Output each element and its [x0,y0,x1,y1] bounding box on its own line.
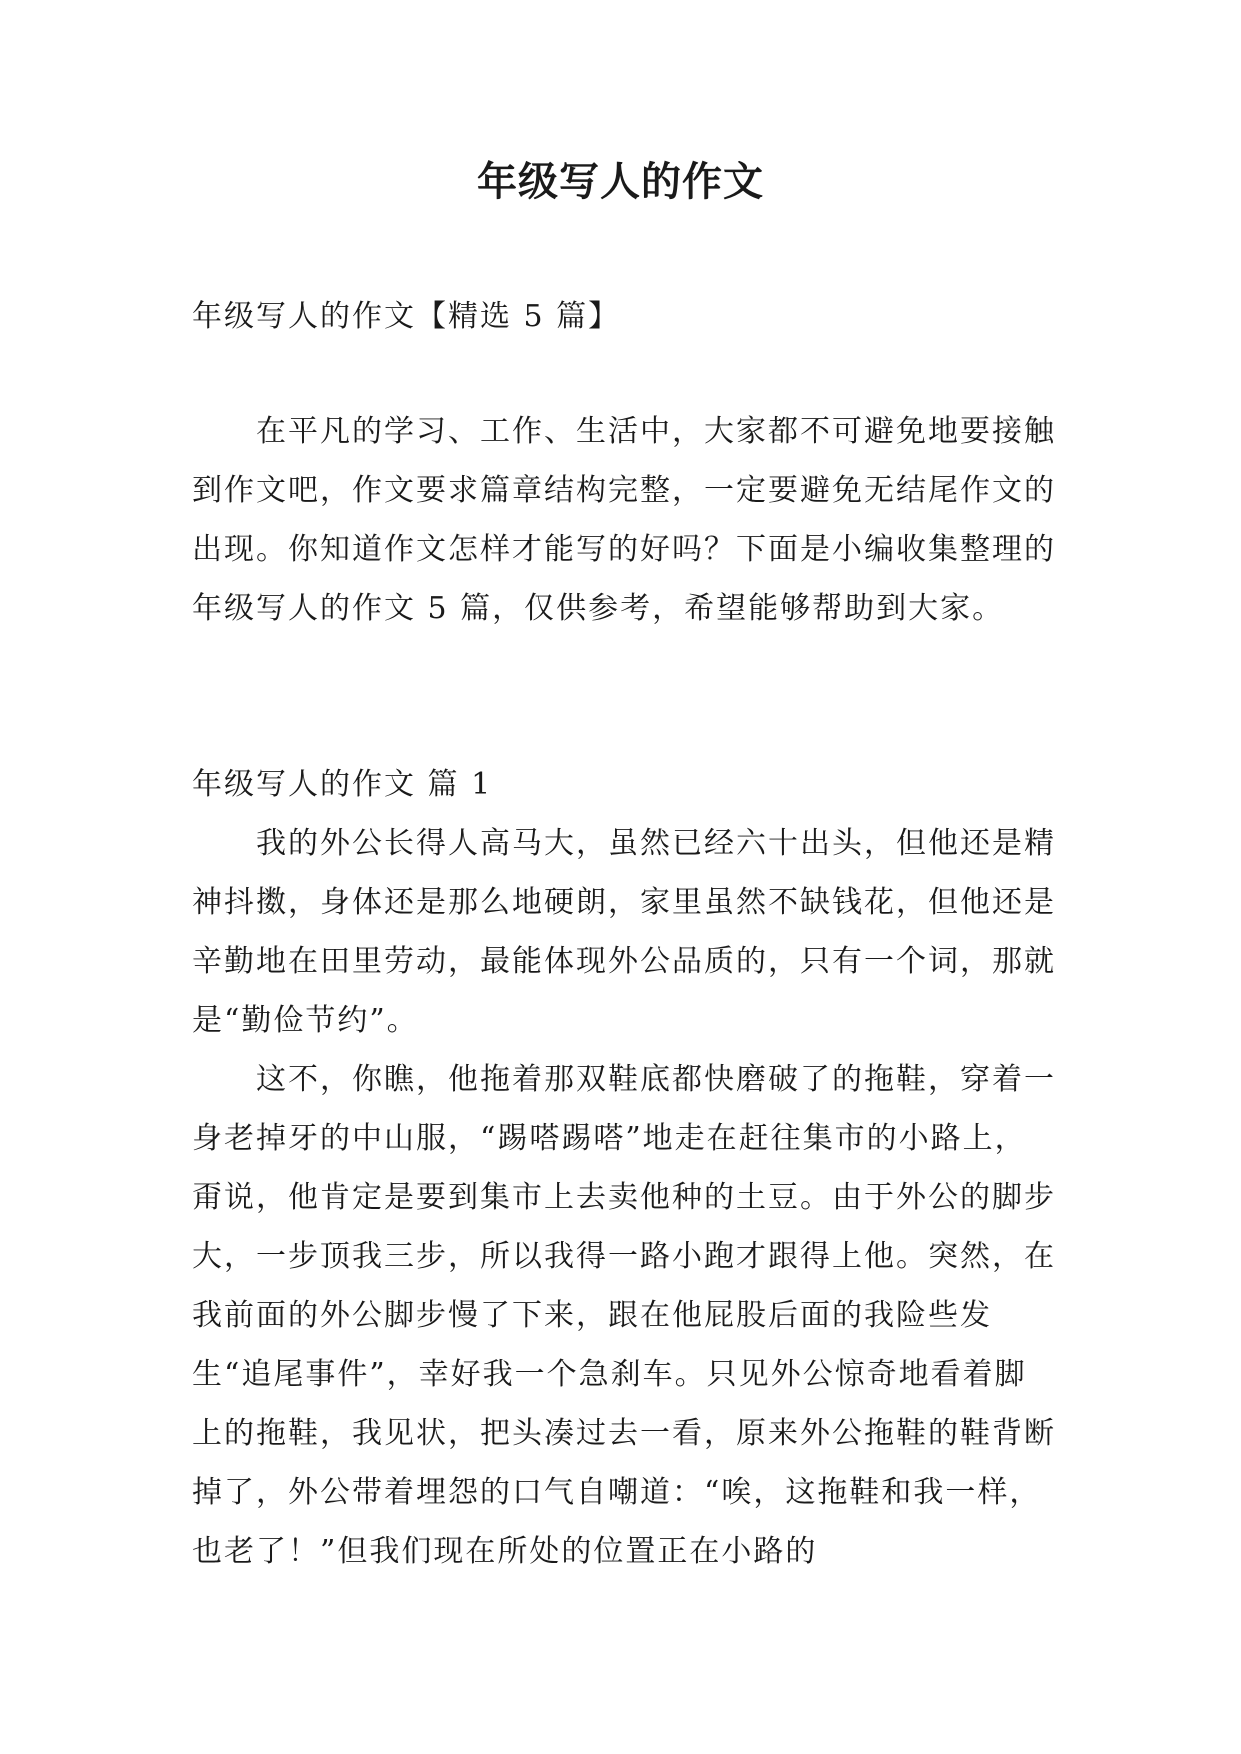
intro-paragraph: 在平凡的学习、工作、生活中，大家都不可避免地要接触到作文吧，作文要求篇章结构完整，一定要避免无结尾作文的出现。你知道作文怎样才能写的好吗？下面是小编收集整理的年级写人的作文 5 篇，仅供参考，希望能够帮助到大家。 [192,414,1056,626]
body-paragraph: 这不，你瞧，他拖着那双鞋底都快磨破了的拖鞋，穿着一身老掉牙的中山服，“踢嗒踢嗒”地走在赶往集市的小路上，甭说，他肯定是要到集市上去卖他种的土豆。由于外公的脚步大，一步顶我三步，所以我得一路小跑才跟得上他。突然，在我前面的外公脚步慢了下来，跟在他屁股后面的我险些发生“追尾事件”，幸好我一个急刹车。只见外公惊奇地看着脚上的拖鞋，我见状，把头凑过去一看，原来外公拖鞋的鞋背断掉了，外公带着埋怨的口气自嘲道：“唉，这拖鞋和我一样，也老了！”但我们现在所处的位置正在小路的 [192,1062,1056,1569]
document-title: 年级写人的作文 [477,158,764,205]
section-heading: 年级写人的作文 篇 1 [192,767,493,802]
document-subtitle: 年级写人的作文【精选 5 篇】 [192,299,621,334]
body-paragraph: 我的外公长得人高马大，虽然已经六十出头，但他还是精神抖擞，身体还是那么地硬朗，家里虽然不缺钱花，但他还是辛勤地在田里劳动，最能体现外公品质的，只有一个词，那就是“勤俭节约”。 [192,826,1056,1038]
